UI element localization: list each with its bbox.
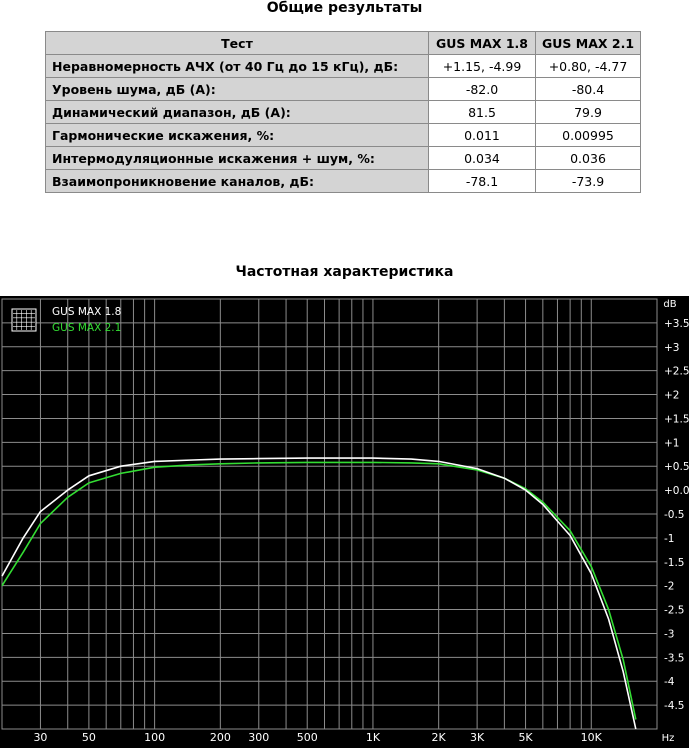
row-value-2: -73.9: [536, 170, 641, 193]
x-tick-label: 2K: [431, 731, 446, 744]
chart-title: Частотная характеристика: [235, 264, 454, 280]
x-tick-label: 100: [144, 731, 166, 744]
header-gus-max-18: GUS MAX 1.8: [429, 32, 536, 55]
x-tick-label: 500: [296, 731, 318, 744]
row-label: Динамический диапазон, дБ (А):: [46, 101, 429, 124]
legend-icon-frame: [12, 309, 36, 331]
x-tick-label: 200: [209, 731, 231, 744]
y-tick-label: +0.5: [664, 461, 689, 474]
x-axis-label: Hz: [661, 733, 675, 744]
row-value-1: -78.1: [429, 170, 536, 193]
legend-entry: GUS MAX 2.1: [52, 322, 122, 334]
y-tick-label: -0.5: [664, 509, 685, 521]
header-gus-max-21: GUS MAX 2.1: [536, 32, 641, 55]
y-tick-label: +3: [664, 341, 680, 354]
x-tick-label: 10K: [580, 731, 602, 744]
y-tick-label: +2: [664, 389, 680, 402]
row-value-2: 0.00995: [536, 124, 641, 147]
row-value-2: +0.80, -4.77: [536, 55, 641, 78]
y-tick-label: -3.5: [664, 652, 685, 665]
row-label: Гармонические искажения, %:: [46, 124, 429, 147]
y-tick-label: -3: [664, 628, 675, 641]
y-tick-label: +3.5: [664, 317, 689, 330]
x-tick-label: 1K: [365, 731, 381, 744]
y-axis-label: dB: [663, 299, 677, 310]
y-tick-label: +2.5: [664, 365, 689, 378]
row-value-2: -80.4: [536, 78, 641, 101]
x-tick-label: 50: [81, 731, 96, 744]
y-tick-label: +1.5: [664, 413, 689, 426]
table-row: [46, 124, 641, 147]
row-label: Взаимопроникновение каналов, дБ:: [46, 170, 429, 193]
table-row: [46, 101, 641, 124]
row-label: Интермодуляционные искажения + шум, %:: [46, 147, 429, 170]
table-title: Общие результаты: [266, 0, 423, 16]
table-row: [46, 78, 641, 101]
y-tick-label: -2.5: [664, 604, 685, 617]
y-tick-label: -2: [664, 580, 675, 593]
x-tick-label: 5K: [518, 731, 533, 744]
row-value-1: +1.15, -4.99: [429, 55, 536, 78]
x-tick-label: 300: [248, 731, 270, 744]
header-test: Тест: [46, 32, 429, 55]
y-tick-label: -4: [664, 676, 675, 689]
table-row: [46, 55, 641, 78]
row-value-1: 0.034: [429, 147, 536, 170]
row-value-2: 0.036: [536, 147, 641, 170]
row-value-1: 0.011: [429, 124, 536, 147]
table-header-row: [46, 32, 641, 55]
row-value-1: -82.0: [429, 78, 536, 101]
y-tick-label: -1.5: [664, 556, 685, 569]
table-row: [46, 170, 641, 193]
row-value-2: 79.9: [536, 101, 641, 124]
frequency-response-chart: [0, 296, 689, 748]
table-row: [46, 147, 641, 170]
y-tick-label: +1: [664, 437, 680, 450]
y-tick-label: -1: [664, 532, 675, 545]
row-value-1: 81.5: [429, 101, 536, 124]
legend-entry: GUS MAX 1.8: [52, 306, 122, 318]
y-tick-label: +0.0: [664, 485, 689, 498]
x-tick-label: 30: [33, 731, 48, 744]
row-label: Уровень шума, дБ (А):: [46, 78, 429, 101]
chart-background: [0, 296, 689, 748]
results-table: [45, 31, 641, 193]
y-tick-label: -4.5: [664, 700, 685, 713]
x-tick-label: 3K: [470, 731, 485, 744]
row-label: Неравномерность АЧХ (от 40 Гц до 15 кГц), дБ:: [46, 55, 429, 78]
